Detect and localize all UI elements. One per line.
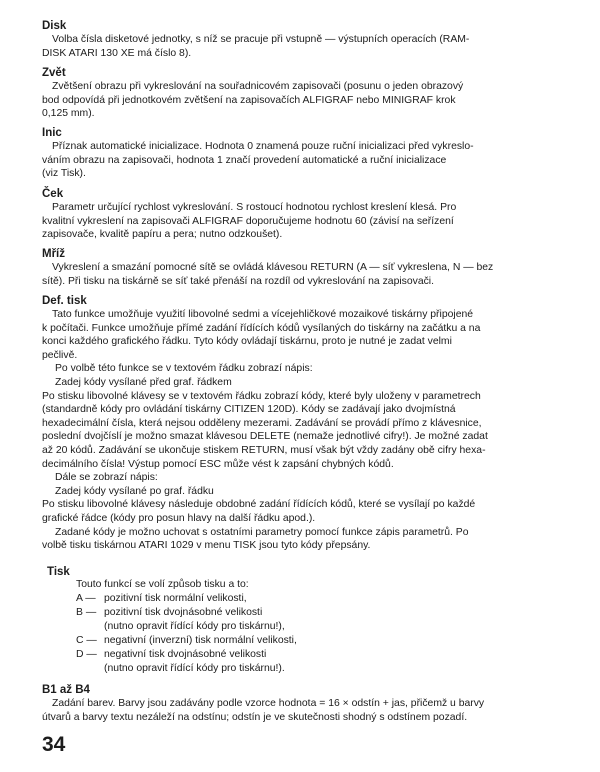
option-key: A — xyxy=(76,593,96,604)
text-line: útvarů a barvy textu nezáleží na odstínu; odstín je ve skutečnosti shodný s odstínem pozadí. xyxy=(42,711,468,723)
paragraph-b1-b4 xyxy=(42,697,557,724)
paragraph-inic xyxy=(42,140,552,181)
text-line: až 20 kódů. Zadávání se ukončuje stiskem RETURN, musí však být vždy zadány obě cifry hexa- xyxy=(42,444,486,456)
section-title-inic: Inic xyxy=(42,127,62,139)
text-line: Příznak automatické inicializace. Hodnota 0 znamená pouze ruční inicializaci před vykreslo- xyxy=(52,141,474,152)
text-line: Dále se zobrazí nápis: xyxy=(55,472,158,484)
list-item xyxy=(76,662,285,676)
text-line: Tato funkce umožňuje využití libovolné sedmi a vícejehličkové mozaikové tiskárny připojené xyxy=(52,309,474,320)
text-line: konci každého grafického řádku. Tyto kódy ovládají tiskárnu, proto je nutné je zadat velmi xyxy=(42,336,452,348)
option-text: pozitivní tisk dvojnásobné velikosti xyxy=(104,607,263,618)
list-item xyxy=(76,592,247,606)
list-item xyxy=(76,620,285,634)
section-title-disk: Disk xyxy=(42,20,67,32)
text-line: Zadané kódy je možno uchovat s ostatními parametry pomocí funkce zápis parametrů. Po xyxy=(55,526,469,538)
text-line: Zvětšení obrazu při vykreslování na souřadnicovém zapisovači (posunu o jeden obrazový xyxy=(52,81,464,92)
paragraph-cek xyxy=(42,201,552,242)
prompt-text: Zadej kódy vysílané před graf. řádkem xyxy=(55,376,232,388)
section-title-zvet: Zvět xyxy=(42,67,66,79)
text-line: k počítači. Funkce umožňuje přímé zadání řídících kódů vysílaných do tiskárny na začátku a na xyxy=(42,322,481,334)
text-line: volbě tisku tiskárnou ATARI 1029 v menu TISK jsou tyto kódy přepsány. xyxy=(42,540,371,552)
tisk-intro: Touto funkcí se volí způsob tisku a to: xyxy=(76,579,249,590)
option-text: negativní tisk dvojnásobné velikosti xyxy=(104,649,267,660)
text-line: pečlivě. xyxy=(42,349,78,361)
text-line: sítě). Při tisku na tiskárně se síť také přenáší na rozdíl od vykreslování na zapisovači. xyxy=(42,275,434,287)
section-title-mriz: Mříž xyxy=(42,248,65,260)
option-key: C — xyxy=(76,635,97,646)
list-item xyxy=(76,648,266,662)
paragraph-zvet xyxy=(42,80,552,121)
option-text: negativní (inverzní) tisk normální velikosti, xyxy=(104,635,297,646)
text-line: hexadecimální čísla, která nejsou odděleny mezerami. Zadávání se provádí přímo z klávesnice, xyxy=(42,417,482,429)
text-line: váním obrazu na zapisovači, hodnota 1 značí provedení automatické a ruční inicializace xyxy=(42,154,447,166)
list-item xyxy=(76,634,297,648)
text-line: Vykreslení a smazání pomocné sítě se ovládá klávesou RETURN (A — síť vykreslena, N — bez xyxy=(52,262,494,273)
text-line: Po stisku libovolné klávesy se v textovém řádku zobrazí kódy, které byly uloženy v parametrech xyxy=(42,390,481,402)
option-text: (nutno opravit řídící kódy pro tiskárnu!), xyxy=(104,621,285,632)
option-key: B — xyxy=(76,607,97,618)
paragraph-def-tisk xyxy=(42,308,552,553)
section-title-cek: Ček xyxy=(42,188,64,200)
paragraph-mriz xyxy=(42,261,552,288)
text-line: (standardně kódy pro ovládání tiskárny CITIZEN 120D). Kódy se zadávají jako dvojmístná xyxy=(42,404,456,416)
prompt-text: Zadej kódy vysílané po graf. řádku xyxy=(55,485,214,497)
section-title-def-tisk: Def. tisk xyxy=(42,295,87,307)
option-text: (nutno opravit řídící kódy pro tiskárnu!). xyxy=(104,663,285,674)
text-line: grafické řádce (kódy pro posun hlavy na další řádku apod.). xyxy=(42,512,316,524)
list-item xyxy=(76,606,262,620)
text-line: (viz Tisk). xyxy=(42,168,86,180)
option-key: D — xyxy=(76,649,97,660)
text-line: bod odpovídá při jednotkovém zvětšení na zapisovačích ALFIGRAF nebo MINIGRAF krok xyxy=(42,94,456,106)
option-text: pozitivní tisk normální velikosti, xyxy=(104,593,247,604)
text-line: poslední dvojčíslí je možno smazat klávesou DELETE (nemaže jednotlivé cifry!). Je možné zadat xyxy=(42,431,488,443)
section-title-tisk: Tisk xyxy=(47,566,70,578)
text-line: zapisovače, kvalitě papíru a pera; nutno odzkoušet). xyxy=(42,229,283,241)
text-line: Zadání barev. Barvy jsou zadávány podle vzorce hodnota = 16 × odstín + jas, přičemž u barvy xyxy=(52,698,485,709)
text-line: kvalitní vykreslení na zapisovači ALFIGRAF doporučujeme hodnotu 60 (závisí na seřízení xyxy=(42,215,454,227)
text-line: Po stisku libovolné klávesy následuje obdobné zadání řídících kódů, které se vysílají po každé xyxy=(42,499,476,511)
page-number: 34 xyxy=(42,733,66,756)
text-line: decimálního čísla! Výstup pomocí ESC může vést k zapsání chybných kódů. xyxy=(42,458,394,470)
paragraph-disk xyxy=(42,33,552,60)
text-line: Po volbě této funkce se v textovém řádku zobrazí nápis: xyxy=(55,363,313,375)
text-line: 0,125 mm). xyxy=(42,108,95,120)
text-line: DISK ATARI 130 XE má číslo 8). xyxy=(42,47,192,59)
text-line: Parametr určující rychlost vykreslování. S rostoucí hodnotou rychlost kreslení klesá. Pro xyxy=(52,202,457,213)
section-title-b1-b4: B1 až B4 xyxy=(42,684,90,696)
text-line: Volba čísla disketové jednotky, s níž se pracuje při vstupně — výstupních operacích (RAM- xyxy=(52,34,470,45)
